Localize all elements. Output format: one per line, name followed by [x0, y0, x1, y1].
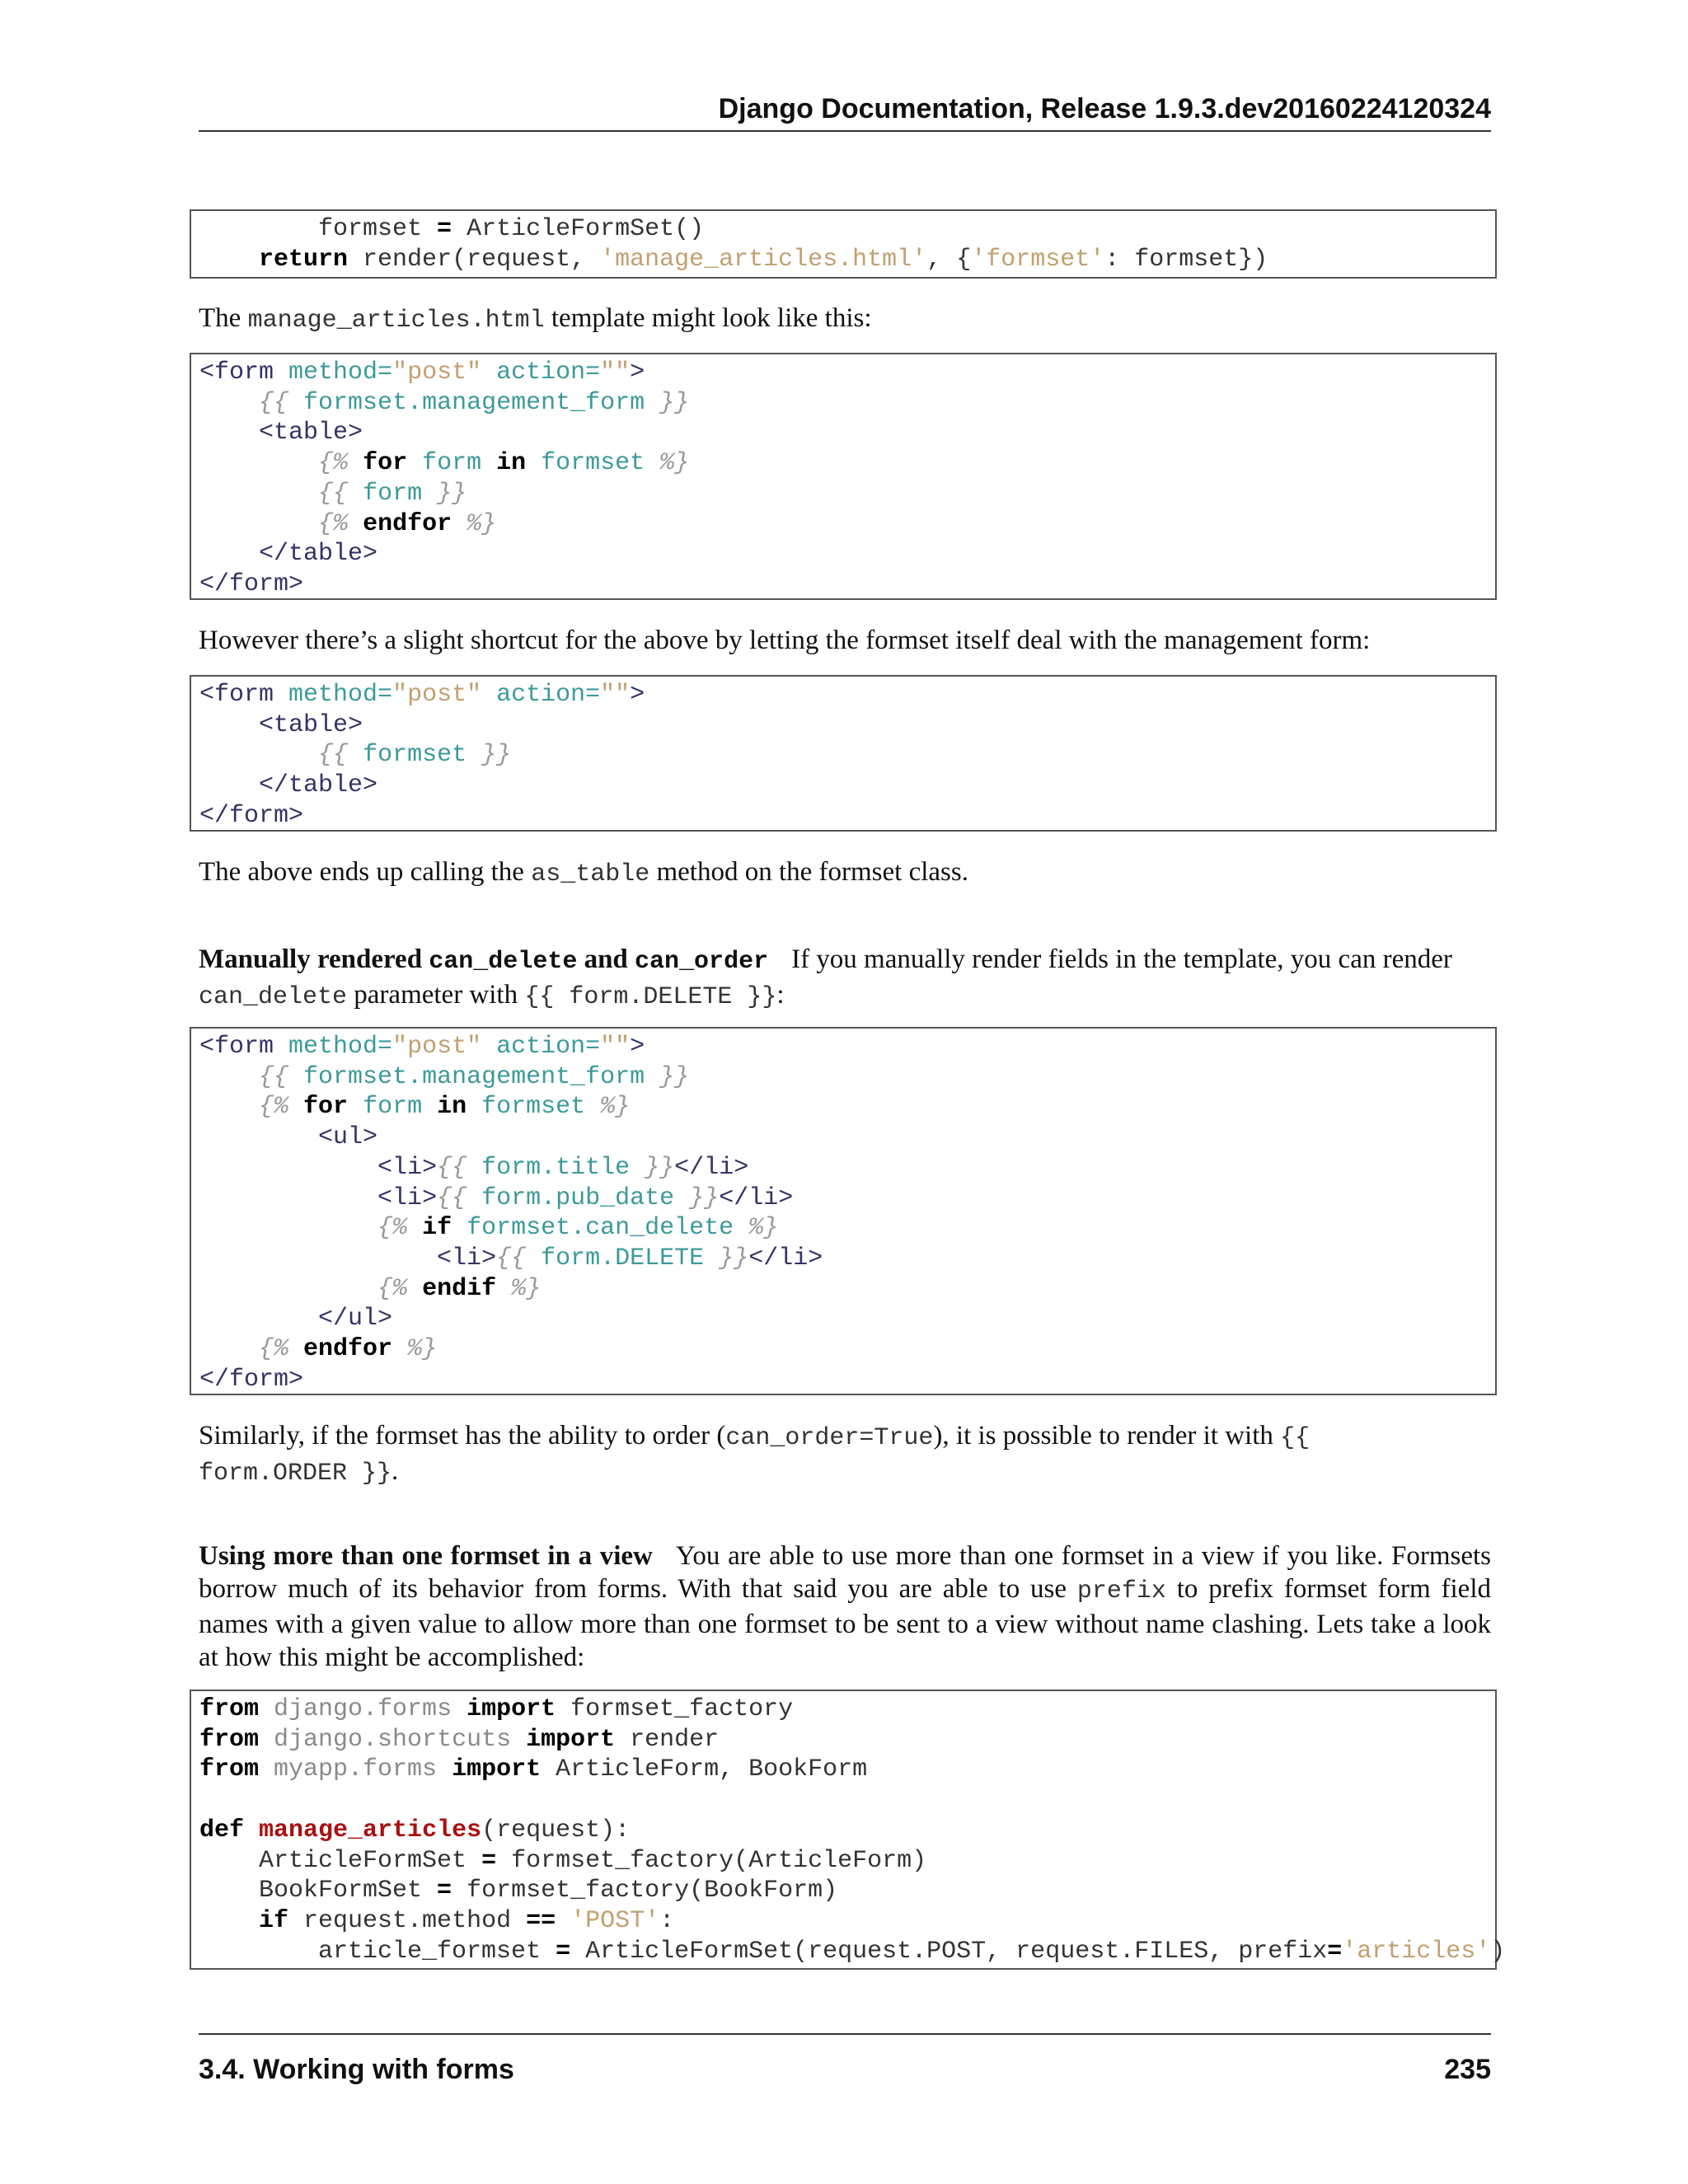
inline-code: form.ORDER }} [199, 1460, 392, 1488]
inline-code: can_delete [199, 983, 348, 1011]
inline-code: manage_articles.html [247, 307, 545, 335]
page-header [199, 91, 1491, 132]
footer-section: 3.4. Working with forms [199, 2054, 514, 2085]
text: The above ends up calling the [199, 857, 532, 887]
code-listing: <form method="post" action=""> {{ formset.management_form }} <table> {% for form in formset %} {{ form }} {% endfor %} </table> </form> [199, 359, 690, 598]
code-block-view-end [190, 209, 1497, 279]
code-block-template [190, 353, 1497, 600]
text: However there’s a slight shortcut for the above by letting the formset itself deal with the management form: [199, 626, 1371, 655]
section-multiple-formsets: Using more than one formset in a view You are able to use more than one formset in a view if you like. Formsets borrow much of its behavior from forms. With that said you are able to use prefix to prefix formset form field names with a given value to allow more than one formset to be sent to a view without name clashing. Lets take a look at how this might be accomplished: [199, 1541, 1492, 1672]
text: template might look like this: [544, 303, 872, 333]
code-listing: <form method="post" action=""> <table> {{ formset }} </table> </form> [199, 681, 645, 830]
text: The [199, 303, 248, 333]
inline-code: prefix [1076, 1577, 1166, 1605]
code-listing: from django.forms import formset_factory from django.shortcuts import render from myapp.forms import ArticleForm, BookForm def manage_articles(request): ArticleFormSet = formset_factory(ArticleForm) BookFormSet = formset_factory(BookForm) if request.method == 'POST': article_formset = ArticleFormSet(request.POST, request.FILES, prefix='articles') [199, 1695, 1506, 1966]
section-manual-render: Manually rendered can_delete and can_order If you manually render fields in the template, you can render can_delete parameter with {{ form.DELETE }}: [199, 944, 1452, 1011]
text: method on the formset class. [649, 857, 968, 887]
section-heading: Using more than one formset in a view [199, 1541, 653, 1571]
code-block-manual-delete [190, 1027, 1497, 1395]
paragraph-as-table [199, 855, 1491, 891]
code-block-multiple-formsets [190, 1690, 1506, 1970]
inline-code: as_table [531, 860, 650, 888]
code-listing: formset = ArticleFormSet() return render(request, 'manage_articles.html', {'formset': formset}) [199, 215, 1268, 274]
inline-code: {{ form.DELETE }} [524, 983, 777, 1011]
page-number: 235 [1444, 2054, 1491, 2085]
header-title: Django Documentation, Release 1.9.3.dev20160224120324 [718, 93, 1491, 124]
inline-code: can_order=True [725, 1424, 934, 1452]
code-listing: <form method="post" action=""> {{ formset.management_form }} {% for form in formset %} <ul> <li>{{ form.title }}</li> <li>{{ form.pub_date }}</li> {% if formset.can_delete %} <li>{{ form.DELETE }}</li> {% endif %} </ul> {% endfor %} </form> [199, 1033, 823, 1394]
page-footer [199, 2033, 1491, 2084]
paragraph-template-intro [199, 302, 1491, 337]
paragraph-can-order: Similarly, if the formset has the ability to order (can_order=True), it is possible to render it with {{ form.ORDER }}. [199, 1421, 1311, 1488]
section-heading: Manually rendered can_delete and can_order [199, 944, 769, 976]
code-block-template-short [190, 675, 1497, 832]
paragraph-shortcut [199, 624, 1491, 657]
inline-code: {{ [1280, 1424, 1311, 1452]
